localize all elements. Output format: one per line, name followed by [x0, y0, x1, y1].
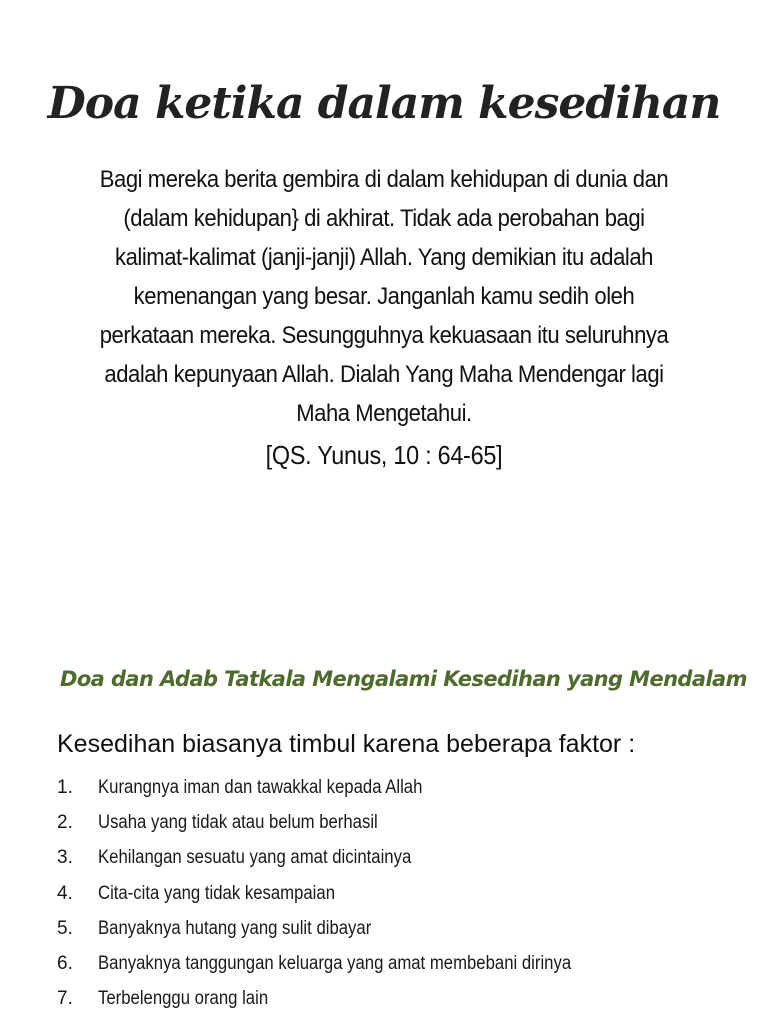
list-item [57, 946, 737, 981]
verse-citation: [QS. Yunus, 10 : 64-65] [265, 440, 503, 470]
list-item-text: Terbelenggu orang lain [98, 988, 269, 1010]
list-item [57, 982, 737, 1017]
factors-list [57, 770, 737, 1017]
verse-text: Bagi mereka berita gembira di dalam kehidupan di dunia dan (dalam kehidupan} di akhirat. Tidak ada perobahan bagi kalimat-kalimat (janji-janji) Allah. Yang demikian itu adalah kemenangan yang besar. Janganlah kamu sedih oleh perkataan mereka. Sesungguhnya kekuasaan itu seluruhnya adalah kepunyaan Allah. Dialah Yang Maha Mendengar lagi Maha Mengetahui. [99, 166, 669, 427]
list-item-number: 7. [57, 988, 73, 1010]
list-item [57, 911, 737, 946]
page-title: Doa ketika dalam kesedihan [47, 78, 721, 129]
list-item-text: Banyaknya tanggungan keluarga yang amat membebani dirinya [98, 953, 572, 975]
list-item-number: 4. [57, 882, 73, 904]
list-item-text: Kehilangan sesuatu yang amat dicintainya [98, 847, 412, 869]
list-item [57, 805, 737, 840]
list-item-text: Usaha yang tidak atau belum berhasil [98, 811, 378, 833]
factors-intro: Kesedihan biasanya timbul karena beberapa faktor : [57, 730, 636, 758]
list-item-number: 6. [57, 953, 73, 975]
list-item [57, 841, 737, 876]
list-item-number: 5. [57, 917, 73, 939]
list-item [57, 876, 737, 911]
list-item-number: 2. [57, 811, 73, 833]
list-item-text: Kurangnya iman dan tawakkal kepada Allah [98, 776, 423, 798]
list-item-number: 1. [57, 776, 73, 798]
list-item-text: Cita-cita yang tidak kesampaian [98, 882, 335, 904]
list-item-text: Banyaknya hutang yang sulit dibayar [98, 917, 372, 939]
section-subtitle: Doa dan Adab Tatkala Mengalami Kesedihan yang Mendalam [60, 667, 747, 691]
list-item [57, 770, 737, 805]
list-item-number: 3. [57, 847, 73, 869]
